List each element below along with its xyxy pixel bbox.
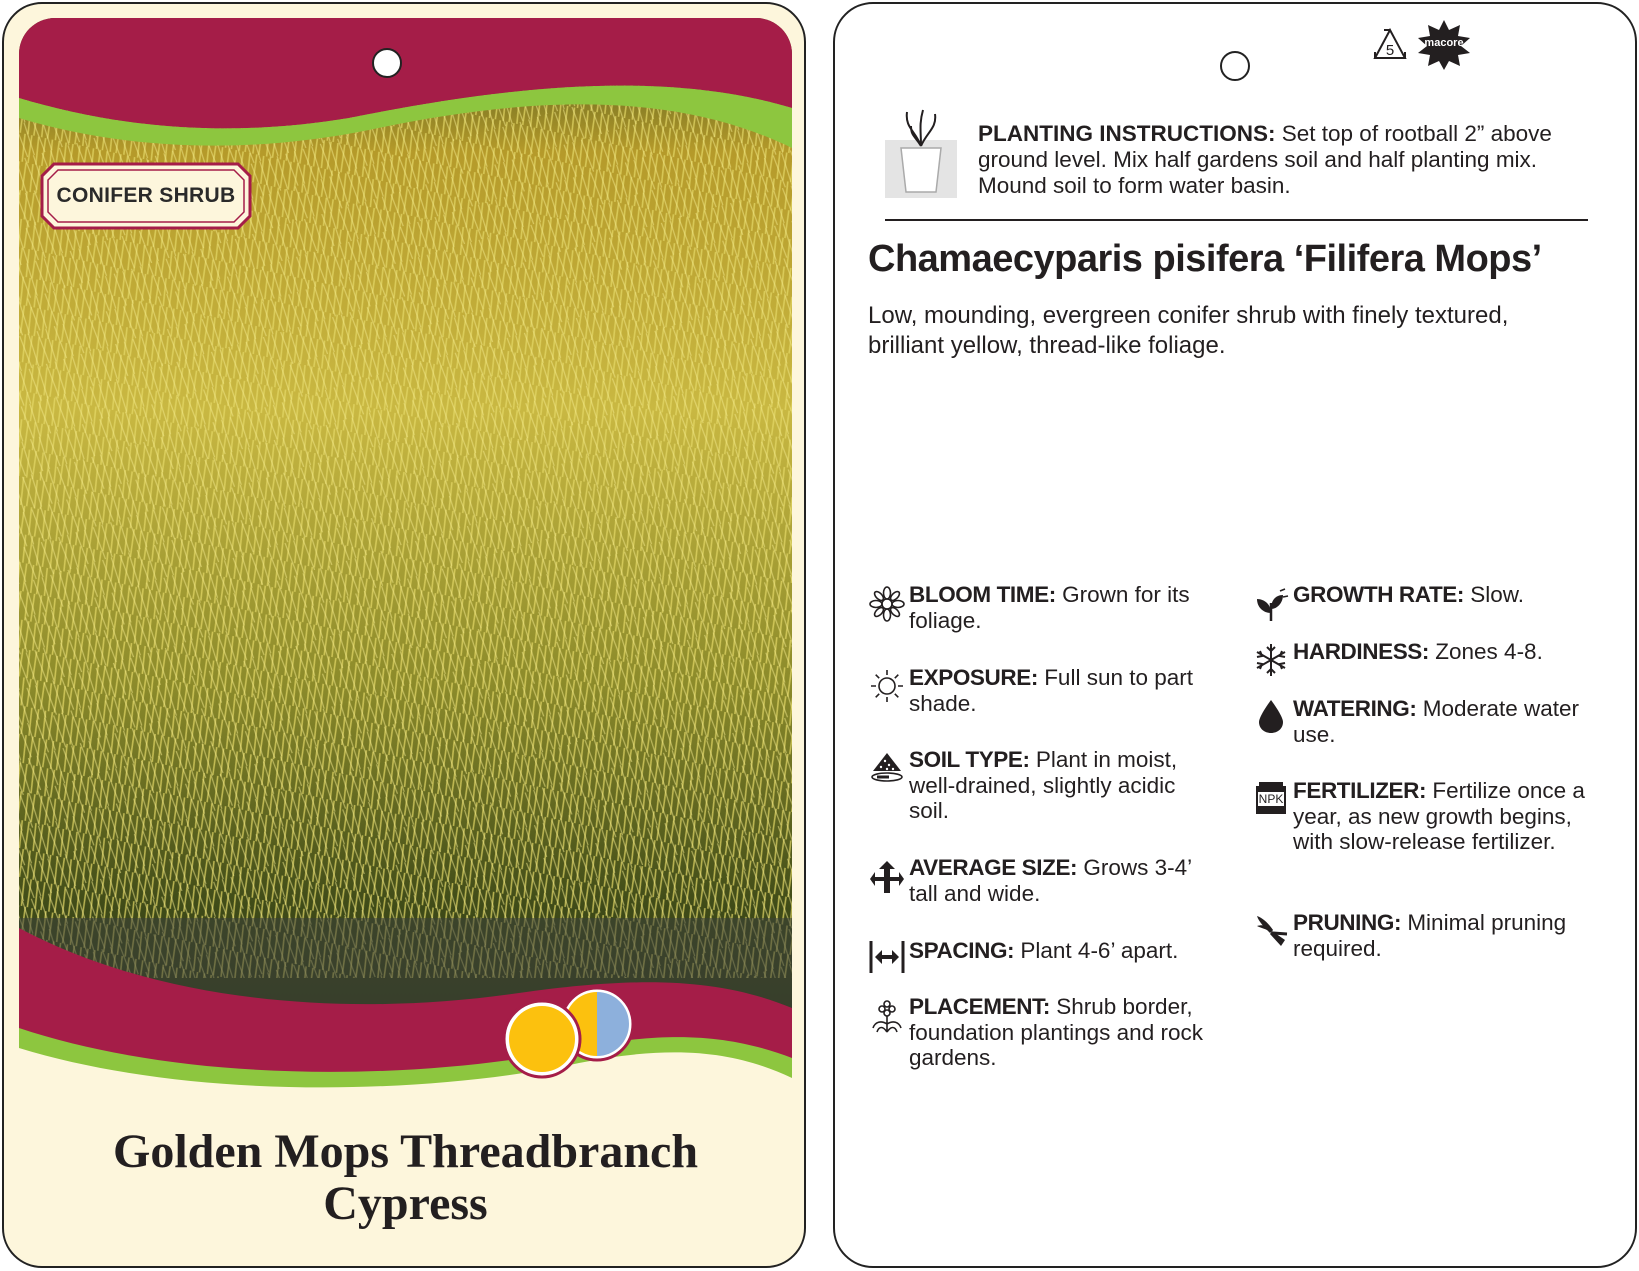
attr-text: Grows 3-4’ tall and wide. (909, 855, 1192, 906)
attr-hardiness (1293, 639, 1613, 665)
attr-exposure (909, 665, 1209, 716)
brand-logo (1417, 20, 1471, 70)
common-name-line1: Golden Mops Threadbranch (112, 1125, 699, 1178)
front-tag (2, 2, 806, 1268)
potted-plant-icon (885, 106, 957, 198)
npk-icon (1253, 780, 1289, 816)
attr-label: EXPOSURE: (909, 665, 1038, 690)
svg-text:5: 5 (1385, 42, 1395, 59)
attr-label: FERTILIZER: (1293, 778, 1427, 803)
category-label: CONIFER SHRUB (56, 184, 236, 207)
sun-exposure-icons (502, 984, 637, 1080)
sun-icon (869, 668, 905, 704)
attr-text: Plant 4-6’ apart. (1014, 938, 1179, 963)
attr-text: Shrub border, foundation plantings and rock gardens. (909, 994, 1203, 1070)
attr-watering (1293, 696, 1613, 747)
attr-label: AVERAGE SIZE: (909, 855, 1078, 880)
common-name (19, 1126, 792, 1230)
attr-label: SPACING: (909, 938, 1015, 963)
attr-pruning (1293, 910, 1613, 961)
attr-label: PLACEMENT: (909, 994, 1050, 1019)
size-icon (869, 859, 905, 895)
section-divider (885, 219, 1588, 221)
back-tag (833, 2, 1637, 1268)
soil-icon (869, 749, 905, 785)
attr-label: PRUNING: (1293, 910, 1402, 935)
attr-label: GROWTH RATE: (1293, 582, 1465, 607)
brand-name: macore (1424, 37, 1464, 49)
planting-label: PLANTING INSTRUCTIONS: (978, 121, 1276, 146)
attr-text: Full sun to part shade. (909, 665, 1194, 716)
category-badge (40, 162, 252, 230)
attr-text: Zones 4-8. (1429, 639, 1543, 664)
attr-text: Fertilize once a year, as new growth begins, with slow-release fertilizer. (1293, 778, 1585, 854)
recycle-5-icon (1370, 26, 1410, 66)
placement-icon (869, 998, 905, 1034)
attr-label: BLOOM TIME: (909, 582, 1056, 607)
attr-text: Grown for its foliage. (909, 582, 1190, 633)
hang-hole (1220, 51, 1250, 81)
attr-growth-rate (1293, 582, 1613, 608)
attr-bloom-time (909, 582, 1209, 633)
attr-spacing (909, 938, 1209, 964)
common-name-line2: Cypress (323, 1177, 488, 1230)
attr-text: Slow. (1464, 582, 1525, 607)
botanical-name: Chamaecyparis pisifera ‘Filifera Mops’ (868, 238, 1542, 280)
snowflake-icon (1253, 642, 1289, 678)
planting-text: Set top of rootball 2” above ground level. Mix half gardens soil and half planting mix. Mound soil to form water basin. (978, 121, 1552, 198)
attr-text: Moderate water use. (1293, 696, 1580, 747)
attr-fertilizer (1293, 778, 1613, 855)
attr-label: WATERING: (1293, 696, 1417, 721)
planting-instructions (978, 121, 1578, 199)
attr-text: Minimal pruning required. (1293, 910, 1567, 961)
attr-average-size (909, 855, 1209, 906)
attr-placement (909, 994, 1219, 1071)
plant-description: Low, mounding, evergreen conifer shrub with finely textured, brilliant yellow, thread-like foliage. (868, 302, 1509, 359)
attr-label: SOIL TYPE: (909, 747, 1030, 772)
flower-icon (869, 586, 905, 622)
sprout-icon (1253, 587, 1289, 623)
spacing-icon (869, 939, 905, 975)
pruners-icon (1253, 912, 1289, 948)
hang-hole (372, 48, 402, 78)
npk-icon-label: NPK (1258, 792, 1284, 806)
full-sun-icon (504, 1001, 580, 1077)
attr-soil-type (909, 747, 1209, 824)
water-drop-icon (1253, 698, 1289, 734)
attr-label: HARDINESS: (1293, 639, 1430, 664)
attr-text: Plant in moist, well-drained, slightly acidic soil. (909, 747, 1178, 823)
